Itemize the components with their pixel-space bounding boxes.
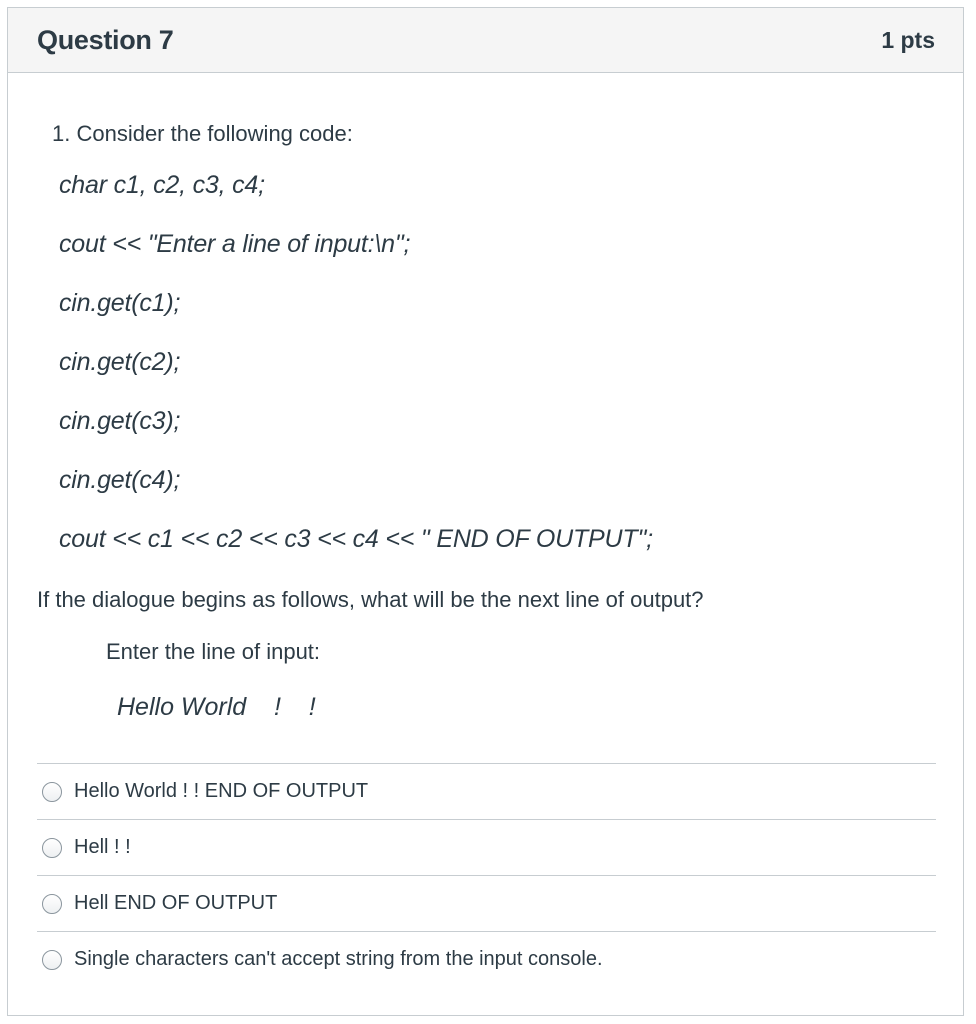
radio-button[interactable] xyxy=(42,838,62,858)
question-intro: 1. Consider the following code: xyxy=(52,121,353,146)
code-line: cout << "Enter a line of input:\n"; xyxy=(59,230,411,258)
answer-option[interactable] xyxy=(37,819,936,875)
question-prompt: If the dialogue begins as follows, what will be the next line of output? xyxy=(37,587,704,612)
radio-button[interactable] xyxy=(42,894,62,914)
code-line: cin.get(c4); xyxy=(59,466,181,494)
code-line: cin.get(c1); xyxy=(59,289,181,317)
code-line: cin.get(c2); xyxy=(59,348,181,376)
answer-label: Hell ! ! xyxy=(74,836,131,858)
code-line: char c1, c2, c3, c4; xyxy=(59,171,265,199)
question-body xyxy=(8,73,963,1015)
question-card xyxy=(7,7,964,1016)
answer-label: Single characters can't accept string from the input console. xyxy=(74,948,603,970)
radio-button[interactable] xyxy=(42,950,62,970)
dialogue-line-1: Enter the line of input: xyxy=(106,639,321,664)
answer-label: Hello World ! ! END OF OUTPUT xyxy=(74,780,369,802)
answer-option[interactable] xyxy=(37,875,936,931)
answer-list xyxy=(37,763,936,987)
radio-button[interactable] xyxy=(42,782,62,802)
question-header xyxy=(8,8,963,73)
question-points: 1 pts xyxy=(881,26,935,53)
dialogue-line-2: Hello World ! ! xyxy=(117,693,316,721)
code-line: cin.get(c3); xyxy=(59,407,181,435)
answer-option[interactable] xyxy=(37,931,936,987)
question-title: Question 7 xyxy=(37,24,174,55)
answer-label: Hell END OF OUTPUT xyxy=(74,892,278,914)
answer-option[interactable] xyxy=(37,763,936,819)
code-line: cout << c1 << c2 << c3 << c4 << " END OF OUTPUT"; xyxy=(59,525,653,553)
